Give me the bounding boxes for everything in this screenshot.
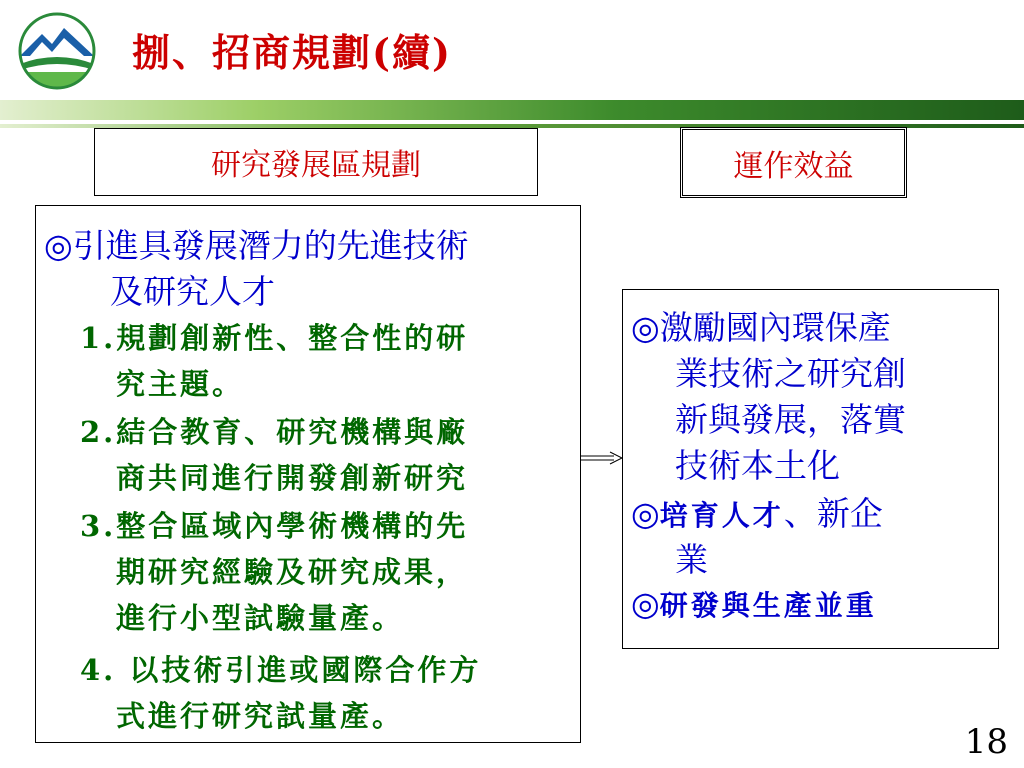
benefit-2-bold: 培育人才 (659, 499, 784, 532)
intro-line-2: 及研究人才 (110, 272, 275, 311)
item-1-line-2: 究主題。 (116, 367, 245, 401)
logo (14, 12, 100, 90)
connector-arrow-icon (580, 450, 624, 464)
item-2-line-2: 商共同進行開發創新研究 (116, 461, 469, 495)
benefit-3-bullet: ◎ (631, 584, 660, 623)
item-2-line-1: 2.結合教育、研究機構與廠 (80, 415, 469, 449)
header-gradient-bar (0, 100, 1024, 120)
benefit-1-line-4: 技術本土化 (675, 446, 840, 485)
page-number: 18 (964, 722, 1008, 762)
benefit-3-bold: 研發與生產並重 (659, 589, 877, 622)
benefits-box (622, 289, 999, 649)
item-4-line-2: 式進行研究試量產。 (116, 699, 405, 733)
benefit-2-line-2: 業 (675, 540, 708, 579)
mountain-logo-icon (14, 12, 100, 90)
page-title: 捌、招商規劃(續) (132, 30, 452, 75)
header-label-research-zone: 研究發展區規劃 (211, 148, 421, 183)
research-plan-box (35, 205, 581, 743)
item-1-line-1: 1.規劃創新性、整合性的研 (80, 321, 469, 355)
header-box-research-zone (94, 128, 538, 196)
item-3-line-2: 期研究經驗及研究成果， (116, 555, 469, 589)
benefit-1-line-3: 新與發展，落實 (675, 400, 906, 439)
intro-line-1: ◎引進具發展潛力的先進技術 (44, 226, 469, 265)
benefit-1-line-2: 業技術之研究創 (675, 354, 906, 393)
item-4-line-1: 4. 以技術引進或國際合作方 (80, 653, 482, 687)
benefit-2-rest: 、新企 (783, 494, 883, 533)
header-box-benefits (680, 127, 907, 198)
benefit-2-bullet: ◎ (631, 494, 660, 533)
benefit-3-line-1 (631, 584, 877, 624)
benefit-1-line-1: ◎激勵國內環保產 (631, 308, 891, 347)
item-3-line-1: 3.整合區域內學術機構的先 (80, 509, 469, 543)
benefit-2-line-1 (631, 488, 883, 535)
header-label-benefits: 運作效益 (733, 148, 854, 184)
item-3-line-3: 進行小型試驗量產。 (116, 601, 405, 635)
